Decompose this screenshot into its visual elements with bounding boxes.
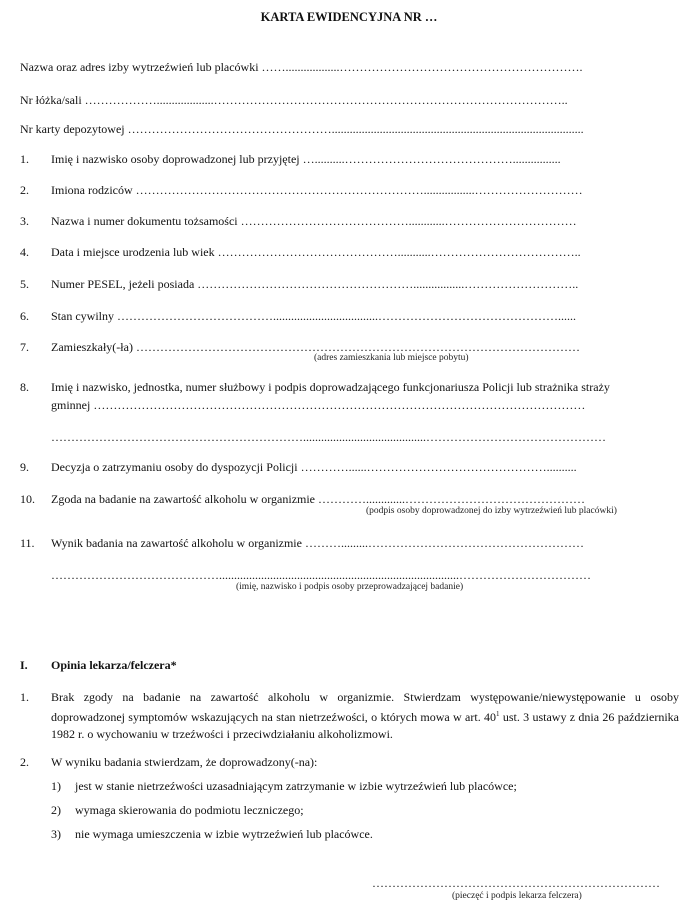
item-8-line-3[interactable]: ……………………………………………………….........................................……………………………………… [51, 430, 606, 444]
section-title: Opinia lekarza/felczera* [51, 658, 177, 672]
item-number: 6. [20, 309, 29, 323]
opinion-sub-1[interactable] [51, 779, 517, 794]
item-number: 4. [20, 245, 29, 259]
item-text: Imię i nazwisko osoby doprowadzonej lub przyjętej …..........……………………………………................ [51, 152, 561, 166]
facility-name-field[interactable]: Nazwa oraz adres izby wytrzeźwień lub placówki ……..................……………………………………………………. [20, 60, 583, 74]
item-text: Imię i nazwisko, jednostka, numer służbowy i podpis doprowadzającego funkcjonariusza Policji lub strażnika straży [51, 380, 610, 394]
item-text: Nazwa i numer dokumentu tożsamości ……………………………………............…………………………… [51, 214, 577, 228]
opinion-2-number: 2. [20, 755, 29, 769]
item-text: Wynik badania na zawartość alkoholu w organizmie ……….........……………………………………………… [51, 536, 584, 550]
item-10[interactable] [20, 492, 586, 507]
item-3[interactable] [20, 214, 577, 229]
item-7-caption: (adres zamieszkania lub miejsce pobytu) [314, 353, 469, 363]
item-4[interactable] [20, 245, 581, 260]
document-title: KARTA EWIDENCYJNA NR … [260, 10, 438, 24]
item-1[interactable] [20, 152, 561, 167]
item-number: 3. [20, 214, 29, 228]
item-number: 9. [20, 460, 29, 474]
item-11[interactable] [20, 536, 584, 551]
opinion-1-number: 1. [20, 690, 29, 704]
item-text: Data i miejsce urodzenia lub wiek ………………………………………...........……………………………….. [51, 245, 581, 259]
item-number: 2. [20, 183, 29, 197]
item-number: 8. [20, 380, 29, 394]
item-number: 11. [20, 536, 35, 550]
item-9[interactable] [20, 460, 577, 475]
item-8[interactable] [20, 380, 610, 395]
item-10-caption: (podpis osoby doprowadzonej do izby wytrzeźwień lub placówki) [366, 506, 617, 516]
signature-caption: (pieczęć i podpis lekarza felczera) [452, 891, 582, 901]
item-number: 7. [20, 340, 29, 354]
section-number: I. [20, 658, 28, 672]
sub-number: 1) [51, 779, 61, 793]
opinion-2-text: W wyniku badania stwierdzam, że doprowadzony(-na): [51, 755, 318, 769]
opinion-sub-3[interactable] [51, 827, 373, 842]
item-text: Imiona rodziców ……………………………………………………………….................……………………… [51, 183, 583, 197]
item-text: Numer PESEL, jeżeli posiada ……………………………………………….................……………………….. [51, 277, 579, 291]
item-11-caption: (imię, nazwisko i podpis osoby przeprowadzającej badanie) [236, 582, 464, 592]
item-text: Stan cywilny …………………………………...................................………………………………………...... [51, 309, 576, 323]
sub-number: 3) [51, 827, 61, 841]
item-number: 10. [20, 492, 35, 506]
sub-text: nie wymaga umieszczenia w izbie wytrzeźwień lub placówce. [75, 827, 373, 841]
item-7[interactable] [20, 340, 580, 355]
item-text: Zamieszkały(-ła) ………………………………………………………………………………………………… [51, 340, 580, 354]
item-8-line-2[interactable]: gminnej …………………………………………………………………………………………………………… [51, 398, 586, 412]
opinion-sub-2[interactable] [51, 803, 304, 818]
sub-text: jest w stanie nietrzeźwości uzasadniającym zatrzymanie w izbie wytrzeźwień lub placówce; [75, 779, 517, 793]
sub-text: wymaga skierowania do podmiotu leczniczego; [75, 803, 304, 817]
item-number: 1. [20, 152, 29, 166]
item-5[interactable] [20, 277, 579, 292]
item-text: Decyzja o zatrzymaniu osoby do dyspozycji Policji …………......……………………………………….......... [51, 460, 577, 474]
item-2[interactable] [20, 183, 583, 198]
item-6[interactable] [20, 309, 576, 324]
item-text: Zgoda na badanie na zawartość alkoholu w organizmie ………….............……………………………………… [51, 492, 586, 506]
deposit-card-number-field[interactable]: Nr karty depozytowej …………………………………………….................................................................................... [20, 122, 584, 136]
sub-number: 2) [51, 803, 61, 817]
opinion-1-text: Brak zgody na badanie na zawartość alkoholu w organizmie. Stwierdzam występowanie/niewystępowanie u osoby doprowadzonej symptomów wskazujących na stan nietrzeźwości, o których mowa w art. $40^1$ ust. 3 ustawy z dnia 26 października 1982 r. o wychowaniu w trzeźwości i przeciwdziałaniu alkoholizmowi. [51, 690, 680, 741]
bed-room-number-field[interactable]: Nr łóżka/sali ………………...................…………………………………………………………………………….. [20, 93, 568, 107]
item-11-line-2[interactable]: ……………………………………................................................................................…………………………… [51, 568, 591, 582]
signature-line[interactable]: ……………………………………………………………… [372, 876, 660, 890]
item-number: 5. [20, 277, 29, 291]
